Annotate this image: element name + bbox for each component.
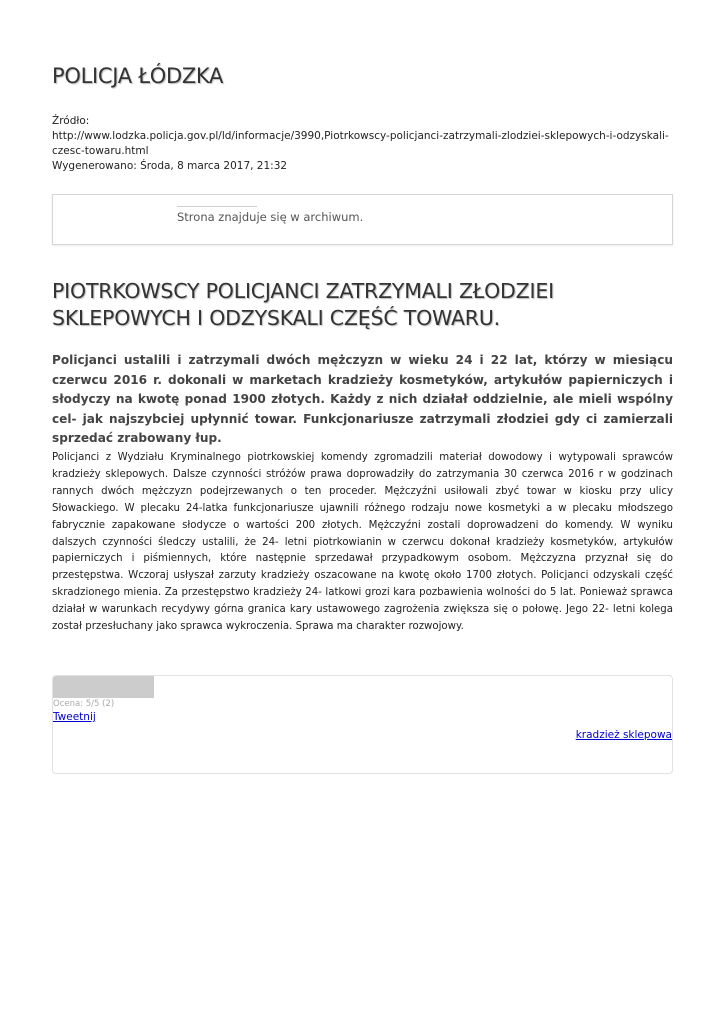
- tag-link[interactable]: kradzież sklepowa: [575, 729, 672, 741]
- generated-date: Wygenerowano: Środa, 8 marca 2017, 21:32: [52, 160, 288, 172]
- archive-notice: Strona znajduje się w archiwum.: [177, 210, 364, 224]
- article-lead: Policjanci ustalili i zatrzymali dwóch mężczyzn w wieku 24 i 22 lat, którzy w miesiącu czerwcu 2016 r. dokonali w marketach kradzieży kosmetyków, artykułów papierniczych i słodyczy na kwotę ponad 1900 złotych. Każdy z nich działał oddzielnie, ale mieli wspólny cel- jak najszybciej upłynnić towar. Funkcjonariusze zatrzymali złodziei gdy ci zamierzali sprzedać zrabowany łup.: [52, 353, 673, 445]
- archive-divider: [177, 206, 257, 207]
- rating-stars-bar[interactable]: [53, 676, 154, 698]
- source-url: http://www.lodzka.policja.gov.pl/ld/informacje/3990,Piotrkowscy-policjanci-zatrzymali-zlodziei-sklepowych-i-odzyskali-czesc-towaru.html: [52, 130, 669, 157]
- article-footer: [52, 675, 673, 774]
- article-title: PIOTRKOWSCY POLICJANCI ZATRZYMALI ZŁODZIEI SKLEPOWYCH I ODZYSKALI CZĘŚĆ TOWARU.: [52, 279, 554, 330]
- article-body: Policjanci z Wydziału Kryminalnego piotrkowskiej komendy zgromadzili materiał dowodowy i wytypowali sprawców kradzieży sklepowych. Dalsze czynności stróżów prawa doprowadziły do zatrzymania 30 czerwca 2016 r w godzinach rannych dwóch mężczyzn podejrzewanych o ten proceder. Mężczyźni usiłowali zbyć towar w kiosku przy ulicy Słowackiego. W plecaku 24-latka funkcjonariusze ujawnili różnego rodzaju nowe kosmetyki a w plecaku młodszego fabrycznie zapakowane słodycze o wartości 200 złotych. Mężczyźni zostali doprowadzeni do komendy. W wyniku dalszych czynności śledczy ustalili, że 24- letni piotrkowianin w czerwcu dokonał kradzieży kosmetyków, artykułów papierniczych i piśmiennych, które następnie sprzedawał przypadkowym osobom. Mężczyzna przyznał się do przestępstwa. Wczoraj usłyszał zarzuty kradzieży oszacowane na kwotę około 1700 złotych. Policjanci odzyskali część skradzionego mienia. Za przestępstwo kradzieży 24- latkowi grozi kara pozbawienia wolności do 5 lat. Ponieważ sprawca działał w warunkach recydywy górna granica kary ustawowego zagrożenia zwiększa się o połowę. Jego 22- letni kolega został przesłuchany jako sprawca wykroczenia. Sprawa ma charakter rozwojowy.: [52, 452, 673, 633]
- document-meta: [52, 114, 673, 174]
- site-title: POLICJA ŁÓDZKA: [52, 64, 224, 88]
- source-label: Źródło:: [52, 115, 90, 127]
- archive-notice-box: [52, 194, 673, 245]
- rating-text: Ocena: 5/5 (2): [53, 699, 115, 709]
- tweet-link[interactable]: Tweetnij: [53, 711, 96, 723]
